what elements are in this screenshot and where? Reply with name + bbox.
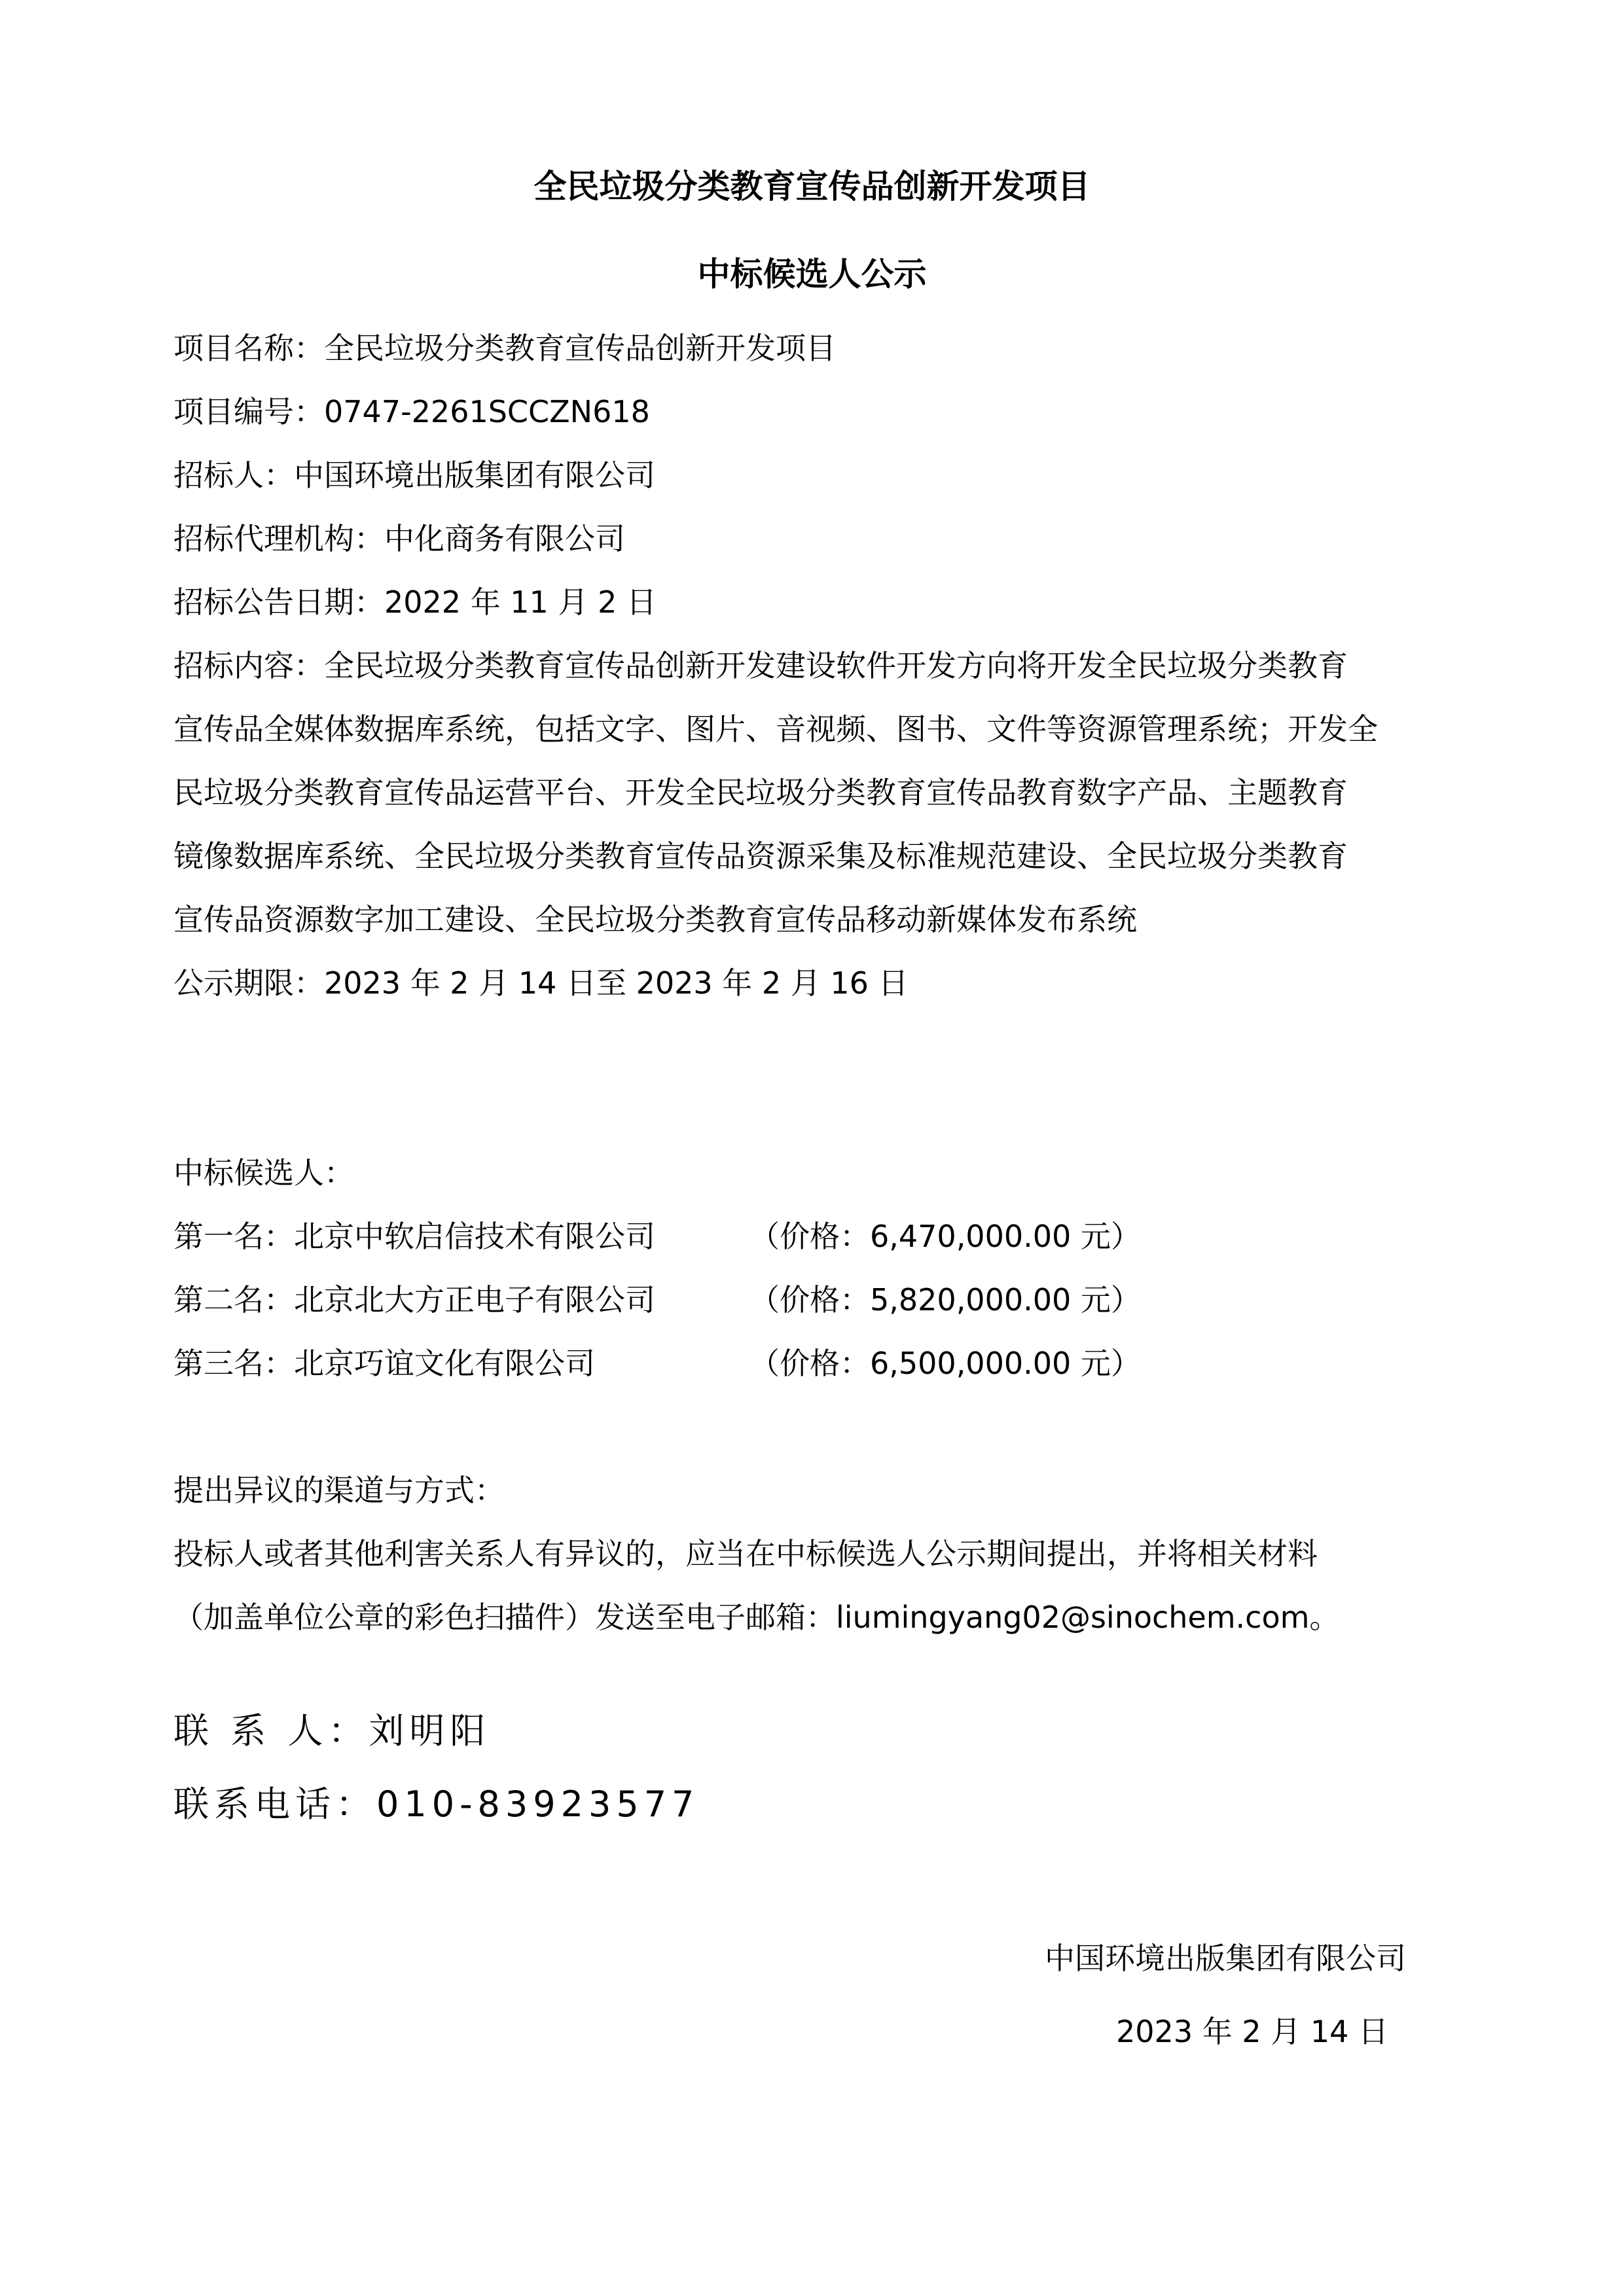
- candidate-row: [173, 1215, 1141, 1257]
- tender-content-line: 民垃圾分类教育宣传品运营平台、开发全民垃圾分类教育宣传品教育数字产品、主题教育: [173, 775, 1348, 810]
- candidate-name: 第二名：北京北大方正电子有限公司: [173, 1282, 655, 1318]
- tender-content-line: 镜像数据库系统、全民垃圾分类教育宣传品资源采集及标准规范建设、全民垃圾分类教育: [173, 838, 1348, 874]
- contact-person: 联 系 人：刘明阳: [173, 1710, 491, 1751]
- candidate-row: [173, 1279, 1141, 1321]
- candidate-price: （价格：6,500,000.00 元）: [749, 1346, 1141, 1381]
- document-title: 全民垃圾分类教育宣传品创新开发项目: [533, 168, 1091, 206]
- publicity-period: 公示期限：2023 年 2 月 14 日至 2023 年 2 月 16 日: [173, 965, 909, 1001]
- candidate-name: 第三名：北京巧谊文化有限公司: [173, 1346, 595, 1381]
- tender-content-line: 宣传品资源数字加工建设、全民垃圾分类教育宣传品移动新媒体发布系统: [173, 902, 1137, 937]
- objection-email-text: （加盖单位公章的彩色扫描件）发送至电子邮箱：liumingyang02@sinochem.com。: [173, 1600, 1340, 1635]
- announcement-date: 招标公告日期：2022 年 11 月 2 日: [173, 584, 657, 620]
- objection-heading: 提出异议的渠道与方式：: [173, 1473, 505, 1508]
- contact-phone: 联系电话：010-83923577: [173, 1784, 700, 1825]
- project-name: 项目名称：全民垃圾分类教育宣传品创新开发项目: [173, 331, 836, 366]
- tenderer: 招标人：中国环境出版集团有限公司: [173, 457, 655, 493]
- candidate-name: 第一名：北京中软启信技术有限公司: [173, 1219, 655, 1254]
- tender-content-line: 招标内容：全民垃圾分类教育宣传品创新开发建设软件开发方向将开发全民垃圾分类教育: [173, 648, 1348, 683]
- candidate-price: （价格：6,470,000.00 元）: [749, 1219, 1141, 1254]
- project-number: 项目编号：0747-2261SCCZN618: [173, 394, 650, 429]
- candidate-price: （价格：5,820,000.00 元）: [749, 1282, 1141, 1318]
- issuing-organization: 中国环境出版集团有限公司: [1045, 1941, 1406, 1976]
- objection-text: 投标人或者其他利害关系人有异议的，应当在中标候选人公示期间提出，并将相关材料: [173, 1536, 1318, 1571]
- candidate-row: [173, 1342, 1141, 1384]
- tender-agency: 招标代理机构：中化商务有限公司: [173, 521, 625, 556]
- candidates-heading: 中标候选人：: [173, 1155, 354, 1191]
- document-subtitle: 中标候选人公示: [697, 255, 927, 293]
- tender-content-line: 宣传品全媒体数据库系统，包括文字、图片、音视频、图书、文件等资源管理系统；开发全: [173, 711, 1378, 747]
- issue-date: 2023 年 2 月 14 日: [1116, 2014, 1388, 2049]
